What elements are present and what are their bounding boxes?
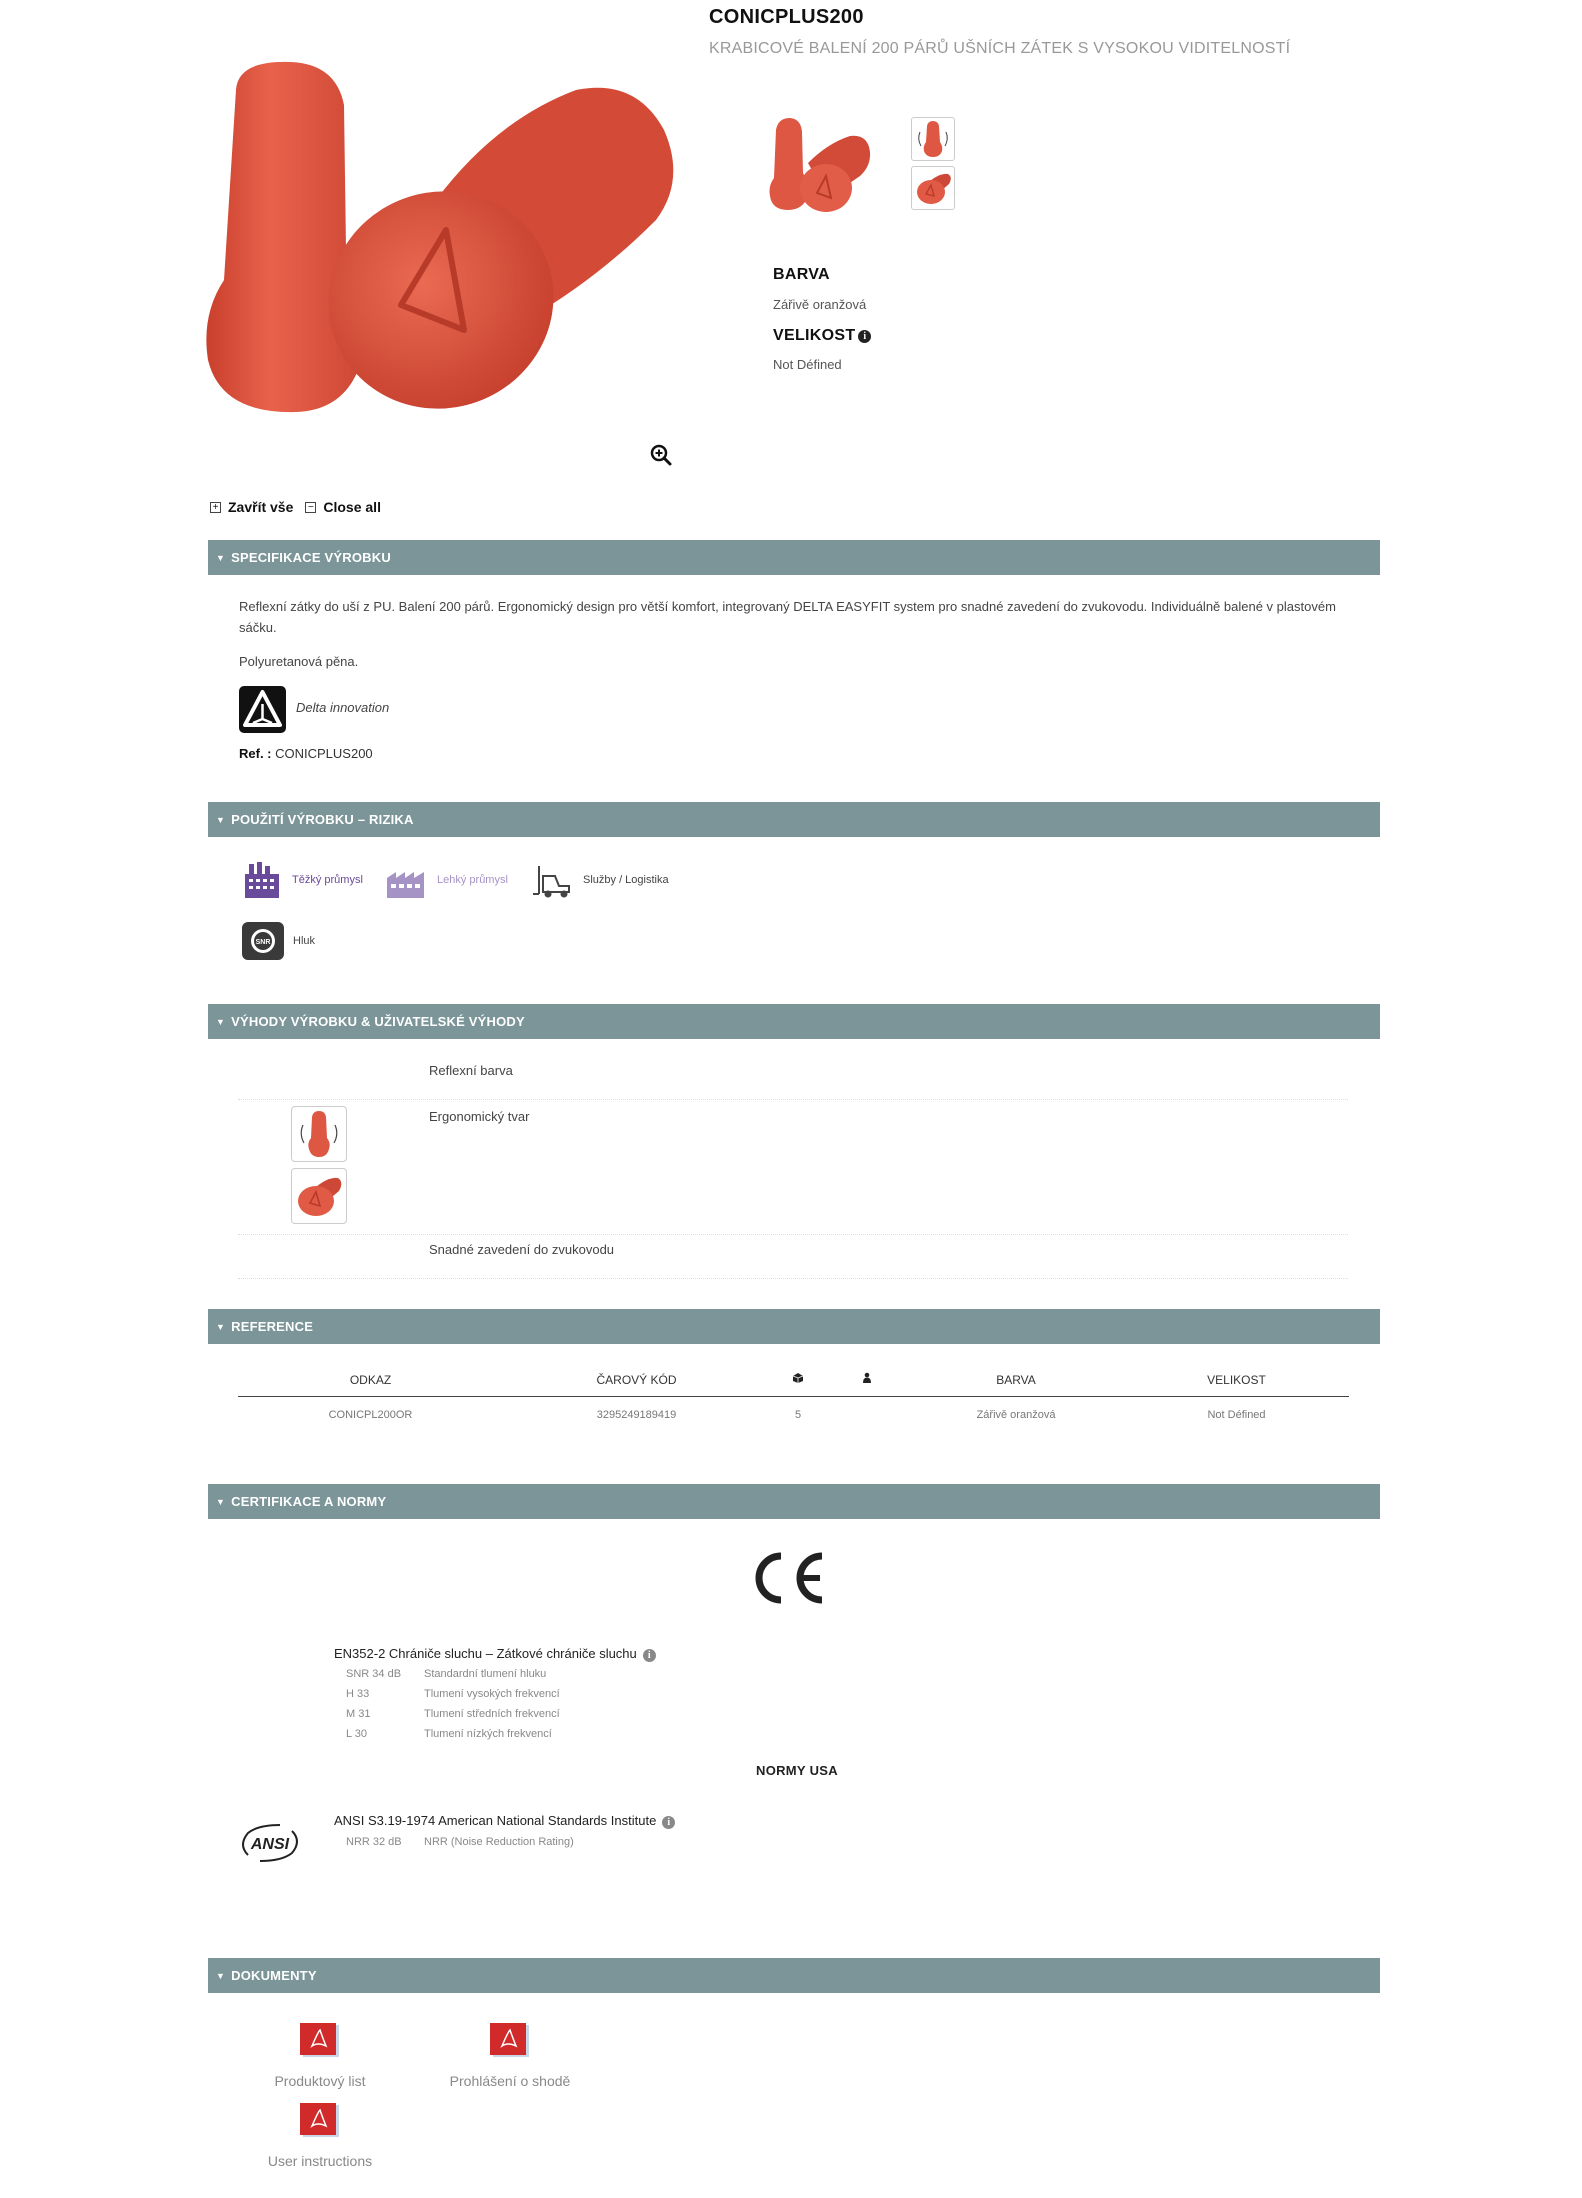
benefit-item: Snadné zavedení do zvukovodu <box>429 1242 615 1257</box>
section-title: SPECIFIKACE VÝROBKU <box>231 550 391 565</box>
product-reference <box>239 746 373 761</box>
usage-label-light-industry: Lehký průmysl <box>437 874 508 886</box>
table-cell: CONICPL200OR <box>328 1409 413 1422</box>
ansi-title-row <box>334 1813 675 1829</box>
caret-down-icon: ▼ <box>216 1322 226 1332</box>
product-image[interactable] <box>196 50 686 430</box>
section-title: DOKUMENTY <box>231 1968 317 1983</box>
cert-desc: Tlumení nízkých frekvencí <box>424 1728 552 1740</box>
delta-innovation-label: Delta innovation <box>296 700 390 715</box>
caret-down-icon: ▼ <box>216 1017 226 1027</box>
divider <box>238 1278 1348 1279</box>
collapse-icon[interactable]: − <box>305 502 316 513</box>
expand-all-link[interactable]: Zavřít vše <box>228 499 294 515</box>
info-icon[interactable]: i <box>858 330 871 343</box>
document-link-declaration[interactable] <box>440 2022 580 2089</box>
usage-label-logistics: Služby / Logistika <box>583 874 669 886</box>
benefit-item: Ergonomický tvar <box>429 1109 530 1124</box>
table-cell: 5 <box>794 1409 802 1422</box>
section-title: REFERENCE <box>231 1319 314 1334</box>
cert-desc: NRR (Noise Reduction Rating) <box>424 1836 574 1848</box>
color-label: BARVA <box>773 266 830 283</box>
table-header-row <box>238 1364 1349 1396</box>
section-header-spec[interactable] <box>208 540 1380 575</box>
usa-standards-heading: NORMY USA <box>756 1763 838 1778</box>
cert-value: L 30 <box>346 1728 368 1740</box>
spec-material: Polyuretanová pěna. <box>239 654 359 669</box>
en352-title-row <box>334 1646 656 1662</box>
product-subtitle: KRABICOVÉ BALENÍ 200 PÁRŮ UŠNÍCH ZÁTEK S VYSOKOU VIDITELNOSTÍ <box>709 40 1291 57</box>
product-thumbnail-top[interactable] <box>911 166 955 210</box>
reference-table <box>238 1364 1349 1434</box>
box-icon <box>770 1364 826 1396</box>
benefit-image-shape[interactable] <box>291 1106 347 1162</box>
product-thumbnail-main[interactable] <box>768 118 878 218</box>
forklift-icon <box>531 860 575 900</box>
section-header-benefits[interactable] <box>208 1004 1380 1039</box>
table-cell: Zářivě oranžová <box>976 1409 1056 1422</box>
benefit-image-top[interactable] <box>291 1168 347 1224</box>
size-label-row <box>773 327 871 345</box>
cert-desc: Tlumení středních frekvencí <box>424 1708 560 1720</box>
person-icon <box>826 1364 908 1396</box>
table-row[interactable] <box>238 1396 1349 1434</box>
expand-collapse-controls <box>210 499 381 515</box>
section-title: POUŽITÍ VÝROBKU – RIZIKA <box>231 812 414 827</box>
divider <box>238 1099 1348 1100</box>
document-label: Prohlášení o shodě <box>449 2073 571 2089</box>
document-label: Produktový list <box>274 2073 366 2089</box>
caret-down-icon: ▼ <box>216 553 226 563</box>
section-header-documents[interactable] <box>208 1958 1380 1993</box>
section-header-certification[interactable] <box>208 1484 1380 1519</box>
pdf-icon <box>488 2022 532 2060</box>
divider <box>238 1234 1348 1235</box>
cert-value: NRR 32 dB <box>346 1836 402 1848</box>
caret-down-icon: ▼ <box>216 1497 226 1507</box>
cert-desc: Tlumení vysokých frekvencí <box>424 1688 560 1700</box>
document-link-product-sheet[interactable] <box>260 2022 380 2089</box>
close-all-link[interactable]: Close all <box>323 499 381 515</box>
size-value: Not Défined <box>773 357 842 372</box>
column-header: BARVA <box>908 1364 1124 1396</box>
section-title: CERTIFIKACE A NORMY <box>231 1494 387 1509</box>
product-title: CONICPLUS200 <box>709 6 864 28</box>
document-link-user-instructions[interactable] <box>260 2102 380 2169</box>
column-header: ODKAZ <box>238 1364 503 1396</box>
table-cell <box>826 1396 908 1434</box>
ansi-logo <box>236 1821 304 1865</box>
info-icon[interactable]: i <box>662 1816 675 1829</box>
en352-title: EN352-2 Chrániče sluchu – Zátkové chrániče sluchu <box>334 1646 637 1661</box>
document-label: User instructions <box>267 2153 373 2169</box>
pdf-icon <box>298 2022 342 2060</box>
heavy-industry-icon <box>241 860 285 900</box>
color-value: Zářivě oranžová <box>773 297 867 312</box>
noise-badge-text: SNR <box>255 939 271 946</box>
product-thumbnail-shape[interactable] <box>911 117 955 161</box>
ref-value: CONICPLUS200 <box>275 746 373 761</box>
cert-desc: Standardní tlumení hluku <box>424 1668 547 1680</box>
ref-label: Ref. : <box>239 746 272 761</box>
cert-value: H 33 <box>346 1688 370 1700</box>
usage-label-heavy-industry: Těžký průmysl <box>292 874 363 886</box>
caret-down-icon: ▼ <box>216 1971 226 1981</box>
ansi-logo-text: ANSI <box>250 1836 290 1853</box>
expand-icon[interactable]: + <box>210 502 221 513</box>
size-label: VELIKOST <box>773 327 856 344</box>
table-cell: Not Défined <box>1207 1409 1266 1422</box>
column-header: VELIKOST <box>1124 1364 1349 1396</box>
column-header: ČAROVÝ KÓD <box>503 1364 770 1396</box>
cert-value: SNR 34 dB <box>346 1668 402 1680</box>
ce-mark-icon <box>748 1548 826 1608</box>
info-icon[interactable]: i <box>643 1649 656 1662</box>
section-title: VÝHODY VÝROBKU & UŽIVATELSKÉ VÝHODY <box>231 1014 525 1029</box>
ansi-title: ANSI S3.19-1974 American National Standards Institute <box>334 1813 657 1828</box>
light-industry-icon <box>384 862 428 902</box>
zoom-in-icon[interactable] <box>649 443 673 467</box>
table-cell: 3295249189419 <box>596 1409 677 1422</box>
noise-icon <box>242 922 284 960</box>
spec-description: Reflexní zátky do uší z PU. Balení 200 párů. Ergonomický design pro větší komfort, integrovaný DELTA EASYFIT system pro snadné zavedení do zvukovodu. Individuálně balené v plastovém sáčku. <box>239 599 1336 635</box>
benefit-item: Reflexní barva <box>429 1063 513 1078</box>
cert-value: M 31 <box>346 1708 371 1720</box>
caret-down-icon: ▼ <box>216 815 226 825</box>
delta-innovation-logo <box>239 686 286 733</box>
usage-label-noise: Hluk <box>293 935 316 947</box>
section-header-reference[interactable] <box>208 1309 1380 1344</box>
section-header-usage[interactable] <box>208 802 1380 837</box>
pdf-icon <box>298 2102 342 2140</box>
